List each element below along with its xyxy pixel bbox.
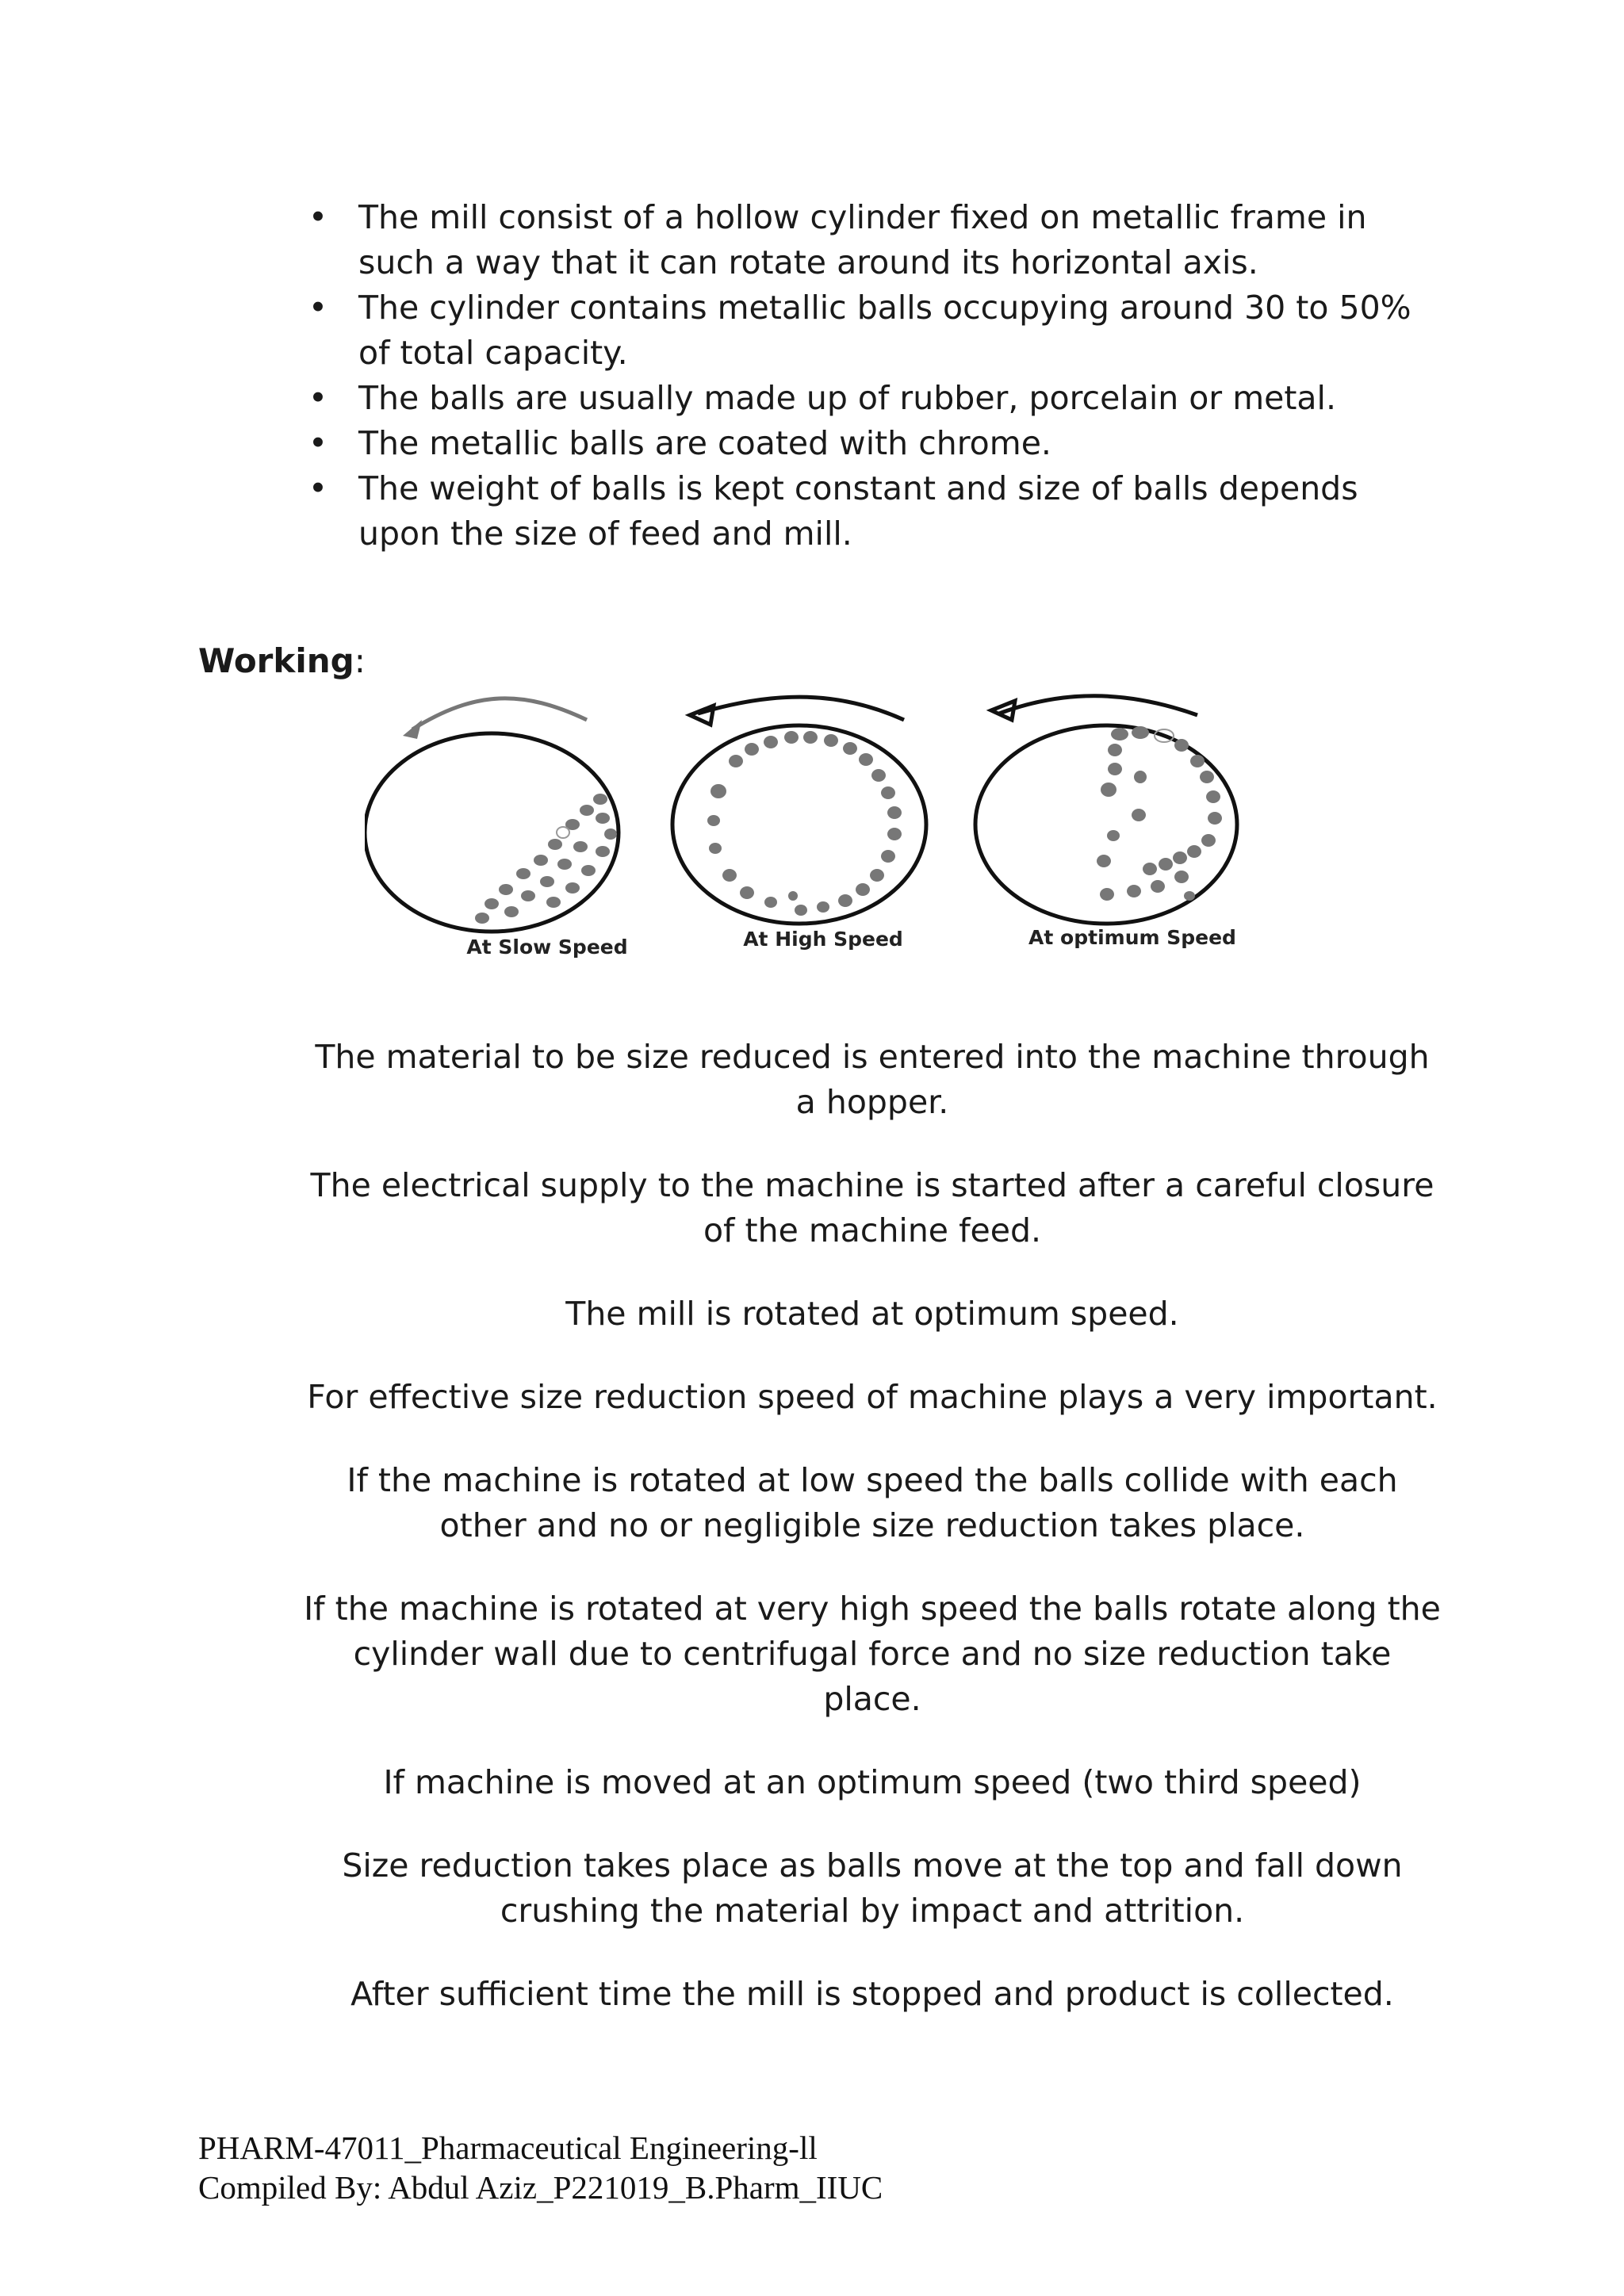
ball-mill-diagram-svg [365,682,1269,967]
step-paragraph: If the machine is rotated at very high speed the balls rotate along the cylinder wall due to centrifugal force and no size reduction take place. [304,1590,1441,1718]
footer-course: PHARM-47011_Pharmaceutical Engineering-ll [198,2130,818,2166]
optimum-speed-label: At optimum Speed [1028,926,1236,949]
bullet-icon: • [308,469,328,507]
bullet-icon: • [308,198,328,236]
list-item: • The metallic balls are coated with chrome. [306,421,1432,466]
arrow-head-icon [690,706,714,725]
arrow-head-icon [403,720,422,739]
step-paragraph: If machine is moved at an optimum speed (two third speed) [383,1763,1362,1801]
list-item: • The mill consist of a hollow cylinder fixed on metallic frame in such a way that it can rotate around its horizontal axis. [306,195,1432,285]
high-speed-mill [672,697,926,924]
step-paragraph: The material to be size reduced is entered into the machine through a hopper. [315,1038,1430,1121]
ball-mill-speed-diagram [365,682,1269,967]
step-paragraph: For effective size reduction speed of machine plays a very important. [307,1378,1438,1416]
bullet-icon: • [308,379,328,417]
balls [1097,726,1222,901]
step-paragraph: After sufficient time the mill is stopped and product is collected. [350,1975,1394,2013]
step-paragraph: The mill is rotated at optimum speed. [565,1295,1179,1333]
high-speed-label: At High Speed [743,928,903,951]
balls [707,731,902,916]
step-paragraph: Size reduction takes place as balls move at the top and fall down crushing the material by impact and attrition. [342,1846,1403,1930]
footer-compiler: Compiled By: Abdul Aziz_P221019_B.Pharm_IIUC [198,2169,883,2206]
slow-speed-label: At Slow Speed [466,936,628,959]
balls [475,794,617,924]
page-footer [198,2128,883,2207]
rotation-arrow-icon [999,696,1197,715]
list-item: • The weight of balls is kept constant and size of balls depends upon the size of feed and mill. [306,466,1432,557]
list-item: • The cylinder contains metallic balls occupying around 30 to 50% of total capacity. [306,285,1432,376]
working-heading: Working: [198,641,366,680]
step-paragraph: The electrical supply to the machine is started after a careful closure of the machine feed. [310,1166,1434,1249]
bullet-icon: • [308,424,328,462]
rotation-arrow-icon [698,697,904,720]
step-paragraph: If the machine is rotated at low speed the balls collide with each other and no or negligible size reduction takes place. [347,1461,1398,1544]
working-steps [301,1035,1443,2055]
slow-speed-mill [365,698,619,932]
list-item: • The balls are usually made up of rubber, porcelain or metal. [306,376,1432,421]
optimum-speed-mill [975,696,1237,924]
mill-description-list [306,195,1432,557]
bullet-icon: • [308,289,328,327]
rotation-arrow-icon [412,698,587,729]
